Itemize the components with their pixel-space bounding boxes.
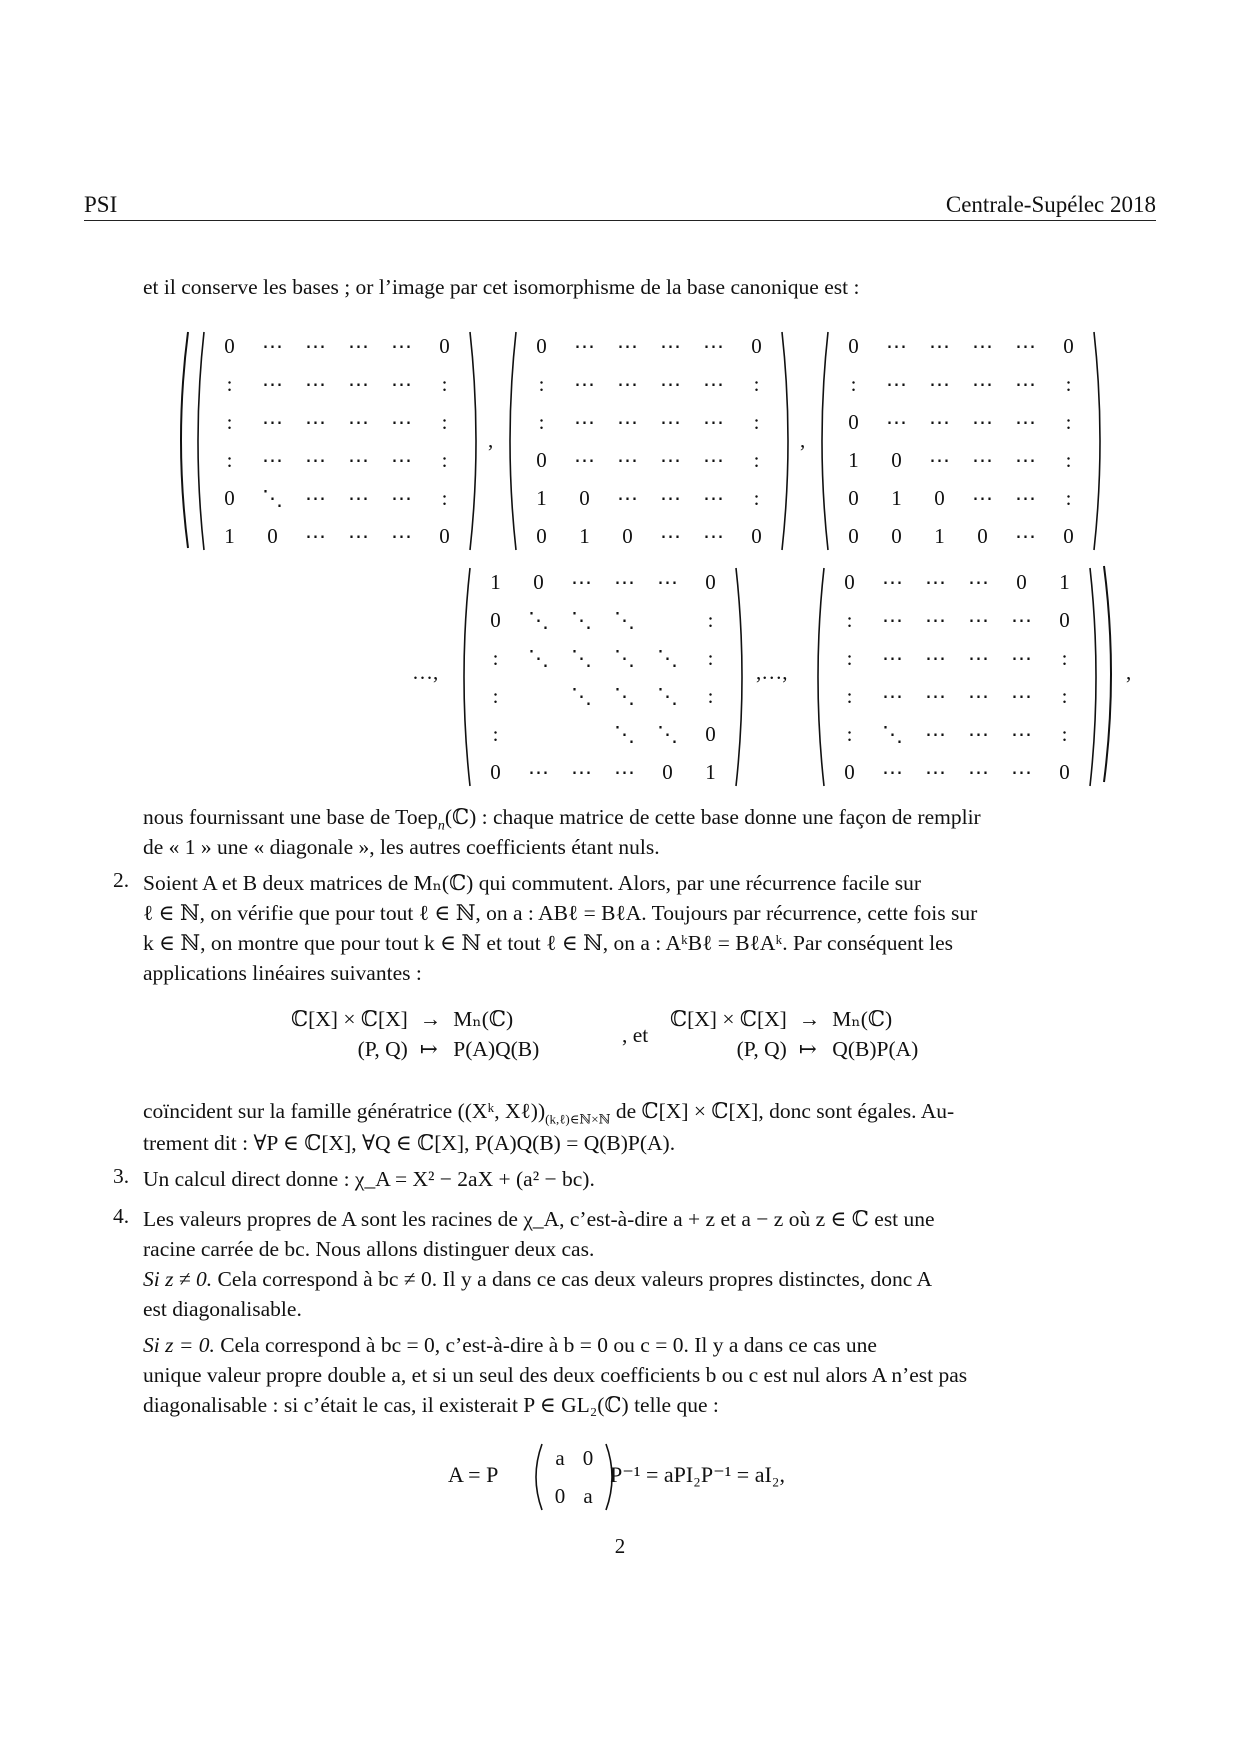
- map-separator: , et: [622, 1023, 649, 1047]
- matrix: [528, 1442, 620, 1512]
- item-4-line-5: Si z = 0. Cela correspond à bc = 0, c’est-à-dire à b = 0 ou c = 0. Il y a dans ce cas une: [143, 1333, 877, 1357]
- matrix-cell: ⋯: [305, 448, 326, 472]
- right-paren: [466, 330, 484, 552]
- matrix-cell: 0: [705, 722, 716, 746]
- matrix-cell: ⋯: [617, 410, 638, 434]
- matrix-cell: ⋯: [1015, 410, 1036, 434]
- matrix-cell: :: [441, 486, 448, 510]
- outer-left-paren: [172, 330, 192, 556]
- matrix-cell: ⋯: [886, 334, 907, 358]
- matrix-cell: ⋯: [574, 448, 595, 472]
- matrix-cell: 0: [751, 524, 762, 548]
- right-paren: [1090, 330, 1108, 552]
- matrix-cell: ⋯: [886, 372, 907, 396]
- right-paren: [778, 330, 796, 552]
- matrix-cell: :: [753, 410, 760, 434]
- matrix-cell: 0: [490, 760, 501, 784]
- right-paren: [732, 566, 750, 788]
- linear-map-1: ℂ[X] × ℂ[X] → Mₙ(ℂ) (P, Q) ↦ P(A)Q(B): [291, 1007, 540, 1061]
- matrix-cell: ⋯: [703, 524, 724, 548]
- matrix-cell: :: [753, 486, 760, 510]
- matrix-cell: ⋱: [614, 646, 635, 670]
- matrix-cell: ⋯: [1015, 334, 1036, 358]
- matrix-cell: ⋯: [262, 372, 283, 396]
- item-4-line-4: est diagonalisable.: [143, 1297, 302, 1321]
- matrix-cell: 0: [662, 760, 673, 784]
- comma: ,: [800, 428, 806, 452]
- matrix-cell: ⋯: [703, 410, 724, 434]
- matrix-cell: ⋯: [968, 570, 989, 594]
- matrix-cell: ⋯: [348, 448, 369, 472]
- matrix-cell: 1: [579, 524, 590, 548]
- header-rule: [84, 220, 1156, 221]
- matrix-cell: ⋯: [929, 448, 950, 472]
- matrix-cell: ⋯: [614, 570, 635, 594]
- matrix-cell: ⋯: [882, 608, 903, 632]
- equation-right: P⁻¹ = aPI₂P⁻¹ = aI₂,: [610, 1462, 785, 1487]
- matrix-cell: 0: [533, 570, 544, 594]
- matrix-cell: ⋯: [1015, 448, 1036, 472]
- matrix-cell: :: [538, 372, 545, 396]
- matrix-cell: ⋯: [305, 486, 326, 510]
- matrix-cell: 0: [1063, 334, 1074, 358]
- matrix-cell: :: [492, 646, 499, 670]
- matrix-cell: 1: [891, 486, 902, 510]
- matrix-cell: ⋯: [972, 410, 993, 434]
- left-paren: [456, 566, 474, 788]
- matrix-cell: 0: [705, 570, 716, 594]
- matrix: [456, 566, 750, 788]
- matrix-cell: :: [707, 646, 714, 670]
- matrix-cell: ⋱: [571, 684, 592, 708]
- matrix-cell: 0: [848, 334, 859, 358]
- matrix-cell: 0: [622, 524, 633, 548]
- matrix-cell: ⋯: [574, 410, 595, 434]
- matrix-cell: a: [583, 1484, 593, 1508]
- matrix-cell: ⋯: [925, 760, 946, 784]
- matrix-cell: ⋱: [614, 608, 635, 632]
- matrix-cell: 0: [977, 524, 988, 548]
- matrix-cell: 1: [705, 760, 716, 784]
- left-paren: [190, 330, 208, 552]
- matrix-cell: ⋯: [305, 410, 326, 434]
- matrix-cell: 0: [536, 448, 547, 472]
- matrix-cell: ⋯: [925, 684, 946, 708]
- matrix-cell: ⋯: [305, 524, 326, 548]
- matrix-cell: :: [226, 372, 233, 396]
- matrix-cell: ⋯: [348, 372, 369, 396]
- matrix-cell: ⋯: [929, 410, 950, 434]
- matrix-cell: :: [1061, 684, 1068, 708]
- matrix-cell: ⋯: [391, 334, 412, 358]
- item-2-line-4: applications linéaires suivantes :: [143, 961, 422, 985]
- matrix-cell: ⋯: [348, 486, 369, 510]
- matrix-cell: ⋯: [660, 410, 681, 434]
- right-paren: [1086, 566, 1104, 788]
- matrix-cell: ⋯: [703, 448, 724, 472]
- page-number: 2: [614, 1534, 626, 1558]
- end-comma: ,: [1126, 660, 1132, 684]
- matrix-cell: 0: [934, 486, 945, 510]
- matrix-cell: :: [492, 684, 499, 708]
- matrix-cell: 0: [751, 334, 762, 358]
- matrix-cell: ⋯: [882, 684, 903, 708]
- matrix-cell: 0: [891, 448, 902, 472]
- item-4-line-1: Les valeurs propres de A sont les racines de χ_A, c’est-à-dire a + z et a − z où z ∈ ℂ est une: [143, 1207, 935, 1231]
- matrix-cell: 0: [891, 524, 902, 548]
- matrix-cell: :: [846, 646, 853, 670]
- matrix-cell: :: [1061, 646, 1068, 670]
- item-3-text: Un calcul direct donne : χ_A = X² − 2aX + (a² − bc).: [143, 1167, 595, 1191]
- matrix-cell: ⋱: [528, 646, 549, 670]
- item-4-line-6: unique valeur propre double a, et si un seul des deux coefficients b ou c est nul alors A n’est pas: [143, 1363, 968, 1387]
- matrix-cell: ⋯: [305, 334, 326, 358]
- matrix-cell: ⋯: [391, 372, 412, 396]
- matrix-cell: ⋯: [660, 448, 681, 472]
- matrix-cell: 0: [848, 410, 859, 434]
- matrix-cell: ⋯: [348, 410, 369, 434]
- matrix-cell: 0: [536, 334, 547, 358]
- matrix-cell: ⋯: [262, 334, 283, 358]
- matrix-cell: ⋯: [574, 372, 595, 396]
- matrix-cell: 0: [536, 524, 547, 548]
- left-paren: [502, 330, 520, 552]
- matrix-cell: ⋯: [391, 524, 412, 548]
- matrix-cell: 0: [1059, 760, 1070, 784]
- matrix-cell: ⋱: [882, 722, 903, 746]
- matrix-cell: :: [753, 372, 760, 396]
- matrix-cell: ⋯: [925, 608, 946, 632]
- matrix-cell: ⋯: [571, 570, 592, 594]
- matrix-cell: ⋯: [886, 410, 907, 434]
- matrix-cell: ⋯: [929, 334, 950, 358]
- matrix-cell: a: [555, 1446, 565, 1470]
- matrix-cell: :: [441, 448, 448, 472]
- matrix-cell: ⋯: [660, 372, 681, 396]
- header-right: Centrale-Supélec 2018: [945, 192, 1156, 217]
- matrix: [814, 330, 1108, 552]
- matrix-cell: ⋯: [882, 570, 903, 594]
- matrix-cell: :: [846, 722, 853, 746]
- matrix-cell: ⋯: [929, 372, 950, 396]
- matrix-cell: ⋯: [391, 410, 412, 434]
- matrix-cell: ⋯: [968, 684, 989, 708]
- matrix-cell: 0: [224, 334, 235, 358]
- matrix-cell: 1: [1059, 570, 1070, 594]
- item-2-line-6: trement dit : ∀P ∈ ℂ[X], ∀Q ∈ ℂ[X], P(A)Q(B) = Q(B)P(A).: [143, 1131, 676, 1155]
- item-2-line-3: k ∈ ℕ, on montre que pour tout k ∈ ℕ et tout ℓ ∈ ℕ, on a : AᵏBℓ = BℓAᵏ. Par conséquent les: [143, 931, 953, 955]
- equation-left: A = P: [448, 1462, 499, 1487]
- matrix-cell: ⋱: [528, 608, 549, 632]
- item-3-number: 3.: [113, 1164, 130, 1188]
- matrix-cell: ⋯: [617, 334, 638, 358]
- matrix-cell: 0: [844, 570, 855, 594]
- matrix-cell: ⋯: [305, 372, 326, 396]
- matrix-cell: ⋯: [528, 760, 549, 784]
- matrix-cell: :: [846, 684, 853, 708]
- matrix-cell: 1: [536, 486, 547, 510]
- mid-separator: ,…,: [756, 660, 788, 684]
- matrix-cell: ⋯: [617, 372, 638, 396]
- matrix-cell: ⋱: [657, 646, 678, 670]
- matrix-cell: :: [1065, 410, 1072, 434]
- matrix-cell: :: [226, 448, 233, 472]
- matrix-cell: ⋯: [972, 372, 993, 396]
- matrix-cell: ⋯: [703, 372, 724, 396]
- matrix-cell: ⋯: [968, 722, 989, 746]
- matrix-cell: :: [846, 608, 853, 632]
- matrix-cell: ⋯: [614, 760, 635, 784]
- matrix-cell: ⋱: [571, 608, 592, 632]
- matrix-cell: :: [753, 448, 760, 472]
- item-2-line-5: coïncident sur la famille génératrice ((Xᵏ, $X\ell))_{(k,\ell)\in ℕ\times ℕ}$ de ℂ[X] × ℂ[X], donc sont égales. Au-: [143, 1099, 955, 1127]
- matrix-cell: 0: [554, 1484, 566, 1508]
- matrix-cell: 0: [579, 486, 590, 510]
- matrix-cell: ⋯: [972, 448, 993, 472]
- matrix-cell: ⋯: [1011, 722, 1032, 746]
- matrix-cell: ⋯: [882, 760, 903, 784]
- matrix-cell: ⋯: [968, 608, 989, 632]
- matrix-cell: :: [1061, 722, 1068, 746]
- matrix-cell: ⋯: [262, 448, 283, 472]
- matrix-cell: ⋱: [262, 486, 283, 510]
- matrix-cell: [646, 604, 689, 636]
- matrix-cell: ⋯: [1011, 608, 1032, 632]
- matrix-cell: 1: [490, 570, 501, 594]
- matrix-cell: ⋯: [925, 722, 946, 746]
- matrix-cell: ⋯: [703, 334, 724, 358]
- matrix-cell: ⋯: [660, 334, 681, 358]
- after-matrices-line-2: de « 1 » une « diagonale », les autres coefficients étant nuls.: [143, 835, 660, 859]
- matrix-cell: :: [441, 372, 448, 396]
- matrix-cell: ⋯: [574, 334, 595, 358]
- matrix-cell: :: [1065, 448, 1072, 472]
- matrix-cell: ⋯: [391, 448, 412, 472]
- intro-line: et il conserve les bases ; or l’image par cet isomorphisme de la base canonique est :: [143, 275, 860, 299]
- left-paren: [810, 566, 828, 788]
- matrix-cell: :: [441, 410, 448, 434]
- matrix-cell: :: [707, 608, 714, 632]
- matrix-cell: :: [538, 410, 545, 434]
- matrix-cell: ⋯: [617, 486, 638, 510]
- matrix-cell: ⋯: [925, 570, 946, 594]
- matrix-cell: ⋯: [1015, 372, 1036, 396]
- item-4-line-7: diagonalisable : si c’était le cas, il existerait P ∈ GL₂(ℂ) telle que :: [143, 1393, 719, 1417]
- item-4-number: 4.: [113, 1204, 130, 1228]
- header-left: PSI: [84, 192, 118, 217]
- matrix-cell: :: [707, 684, 714, 708]
- matrix-cell: ⋯: [925, 646, 946, 670]
- matrix-cell: ⋯: [571, 760, 592, 784]
- matrix-cell: 1: [848, 448, 859, 472]
- matrix-cell: ⋯: [348, 334, 369, 358]
- linear-map-2: ℂ[X] × ℂ[X] → Mₙ(ℂ) (P, Q) ↦ Q(B)P(A): [670, 1007, 919, 1061]
- item-2-line-1: Soient A et B deux matrices de Mₙ(ℂ) qui commutent. Alors, par une récurrence facile sur: [143, 871, 922, 895]
- matrix-cell: 0: [844, 760, 855, 784]
- matrix-cell: ⋯: [660, 486, 681, 510]
- matrix-cell: ⋯: [972, 486, 993, 510]
- matrix-cell: 1: [224, 524, 235, 548]
- matrix: [810, 566, 1104, 788]
- matrix-cell: ⋱: [657, 722, 678, 746]
- left-paren: [528, 1442, 546, 1512]
- after-matrices-line-1: nous fournissant une base de Toep$_n$(ℂ) : chaque matrice de cette base donne une façon de remplir: [143, 805, 981, 834]
- matrix-cell: ⋯: [348, 524, 369, 548]
- matrix-cell: 0: [439, 334, 450, 358]
- matrix-cell: ⋯: [972, 334, 993, 358]
- matrix: [502, 330, 796, 552]
- matrix-cell: ⋱: [571, 646, 592, 670]
- matrix-cell: ⋯: [660, 524, 681, 548]
- matrix-cell: :: [226, 410, 233, 434]
- matrix-cell: 1: [934, 524, 945, 548]
- item-4-line-3: Si z ≠ 0. Cela correspond à bc ≠ 0. Il y a dans ce cas deux valeurs propres distinctes, donc A: [143, 1267, 933, 1291]
- matrix-cell: ⋱: [614, 722, 635, 746]
- matrix-cell: 0: [267, 524, 278, 548]
- matrix-cell: ⋯: [657, 570, 678, 594]
- matrix-cell: ⋯: [703, 486, 724, 510]
- matrix-cell: 0: [1063, 524, 1074, 548]
- matrix-cell: ⋯: [391, 486, 412, 510]
- matrix-cell: ⋯: [262, 410, 283, 434]
- matrix-cell: 0: [490, 608, 501, 632]
- matrix-cell: 0: [848, 524, 859, 548]
- matrix-cell: 0: [848, 486, 859, 510]
- item-4-line-2: racine carrée de bc. Nous allons distinguer deux cas.: [143, 1237, 595, 1261]
- matrix-cell: 0: [439, 524, 450, 548]
- comma: ,: [488, 428, 494, 452]
- matrix-cell: ⋯: [617, 448, 638, 472]
- matrix-cell: ⋯: [1011, 684, 1032, 708]
- matrix-cell: [517, 718, 560, 750]
- matrix-cell: ⋯: [1015, 524, 1036, 548]
- left-paren: [814, 330, 832, 552]
- matrix-cell: 0: [1059, 608, 1070, 632]
- matrix-cell: [517, 680, 560, 712]
- ellipsis-comma: …,: [412, 660, 439, 684]
- item-2-number: 2.: [113, 868, 130, 892]
- matrix-cell: ⋯: [1011, 646, 1032, 670]
- item-2-line-2: ℓ ∈ ℕ, on vérifie que pour tout ℓ ∈ ℕ, on a : ABℓ = BℓA. Toujours par récurrence, cette fois sur: [143, 901, 978, 925]
- matrix-cell: ⋯: [968, 760, 989, 784]
- matrix-cell: ⋯: [968, 646, 989, 670]
- matrix-cell: ⋯: [1015, 486, 1036, 510]
- matrix-cell: ⋯: [882, 646, 903, 670]
- matrix-cell: 0: [582, 1446, 594, 1470]
- matrix: [190, 330, 484, 552]
- matrix-cell: [560, 718, 603, 750]
- matrix-cell: 0: [1016, 570, 1027, 594]
- matrix-cell: ⋱: [657, 684, 678, 708]
- matrix-cell: ⋯: [1011, 760, 1032, 784]
- matrix-cell: ⋱: [614, 684, 635, 708]
- matrix-cell: :: [1065, 372, 1072, 396]
- matrix-cell: :: [1065, 486, 1072, 510]
- matrix-cell: :: [492, 722, 499, 746]
- matrix-cell: :: [850, 372, 857, 396]
- matrix-cell: 0: [224, 486, 235, 510]
